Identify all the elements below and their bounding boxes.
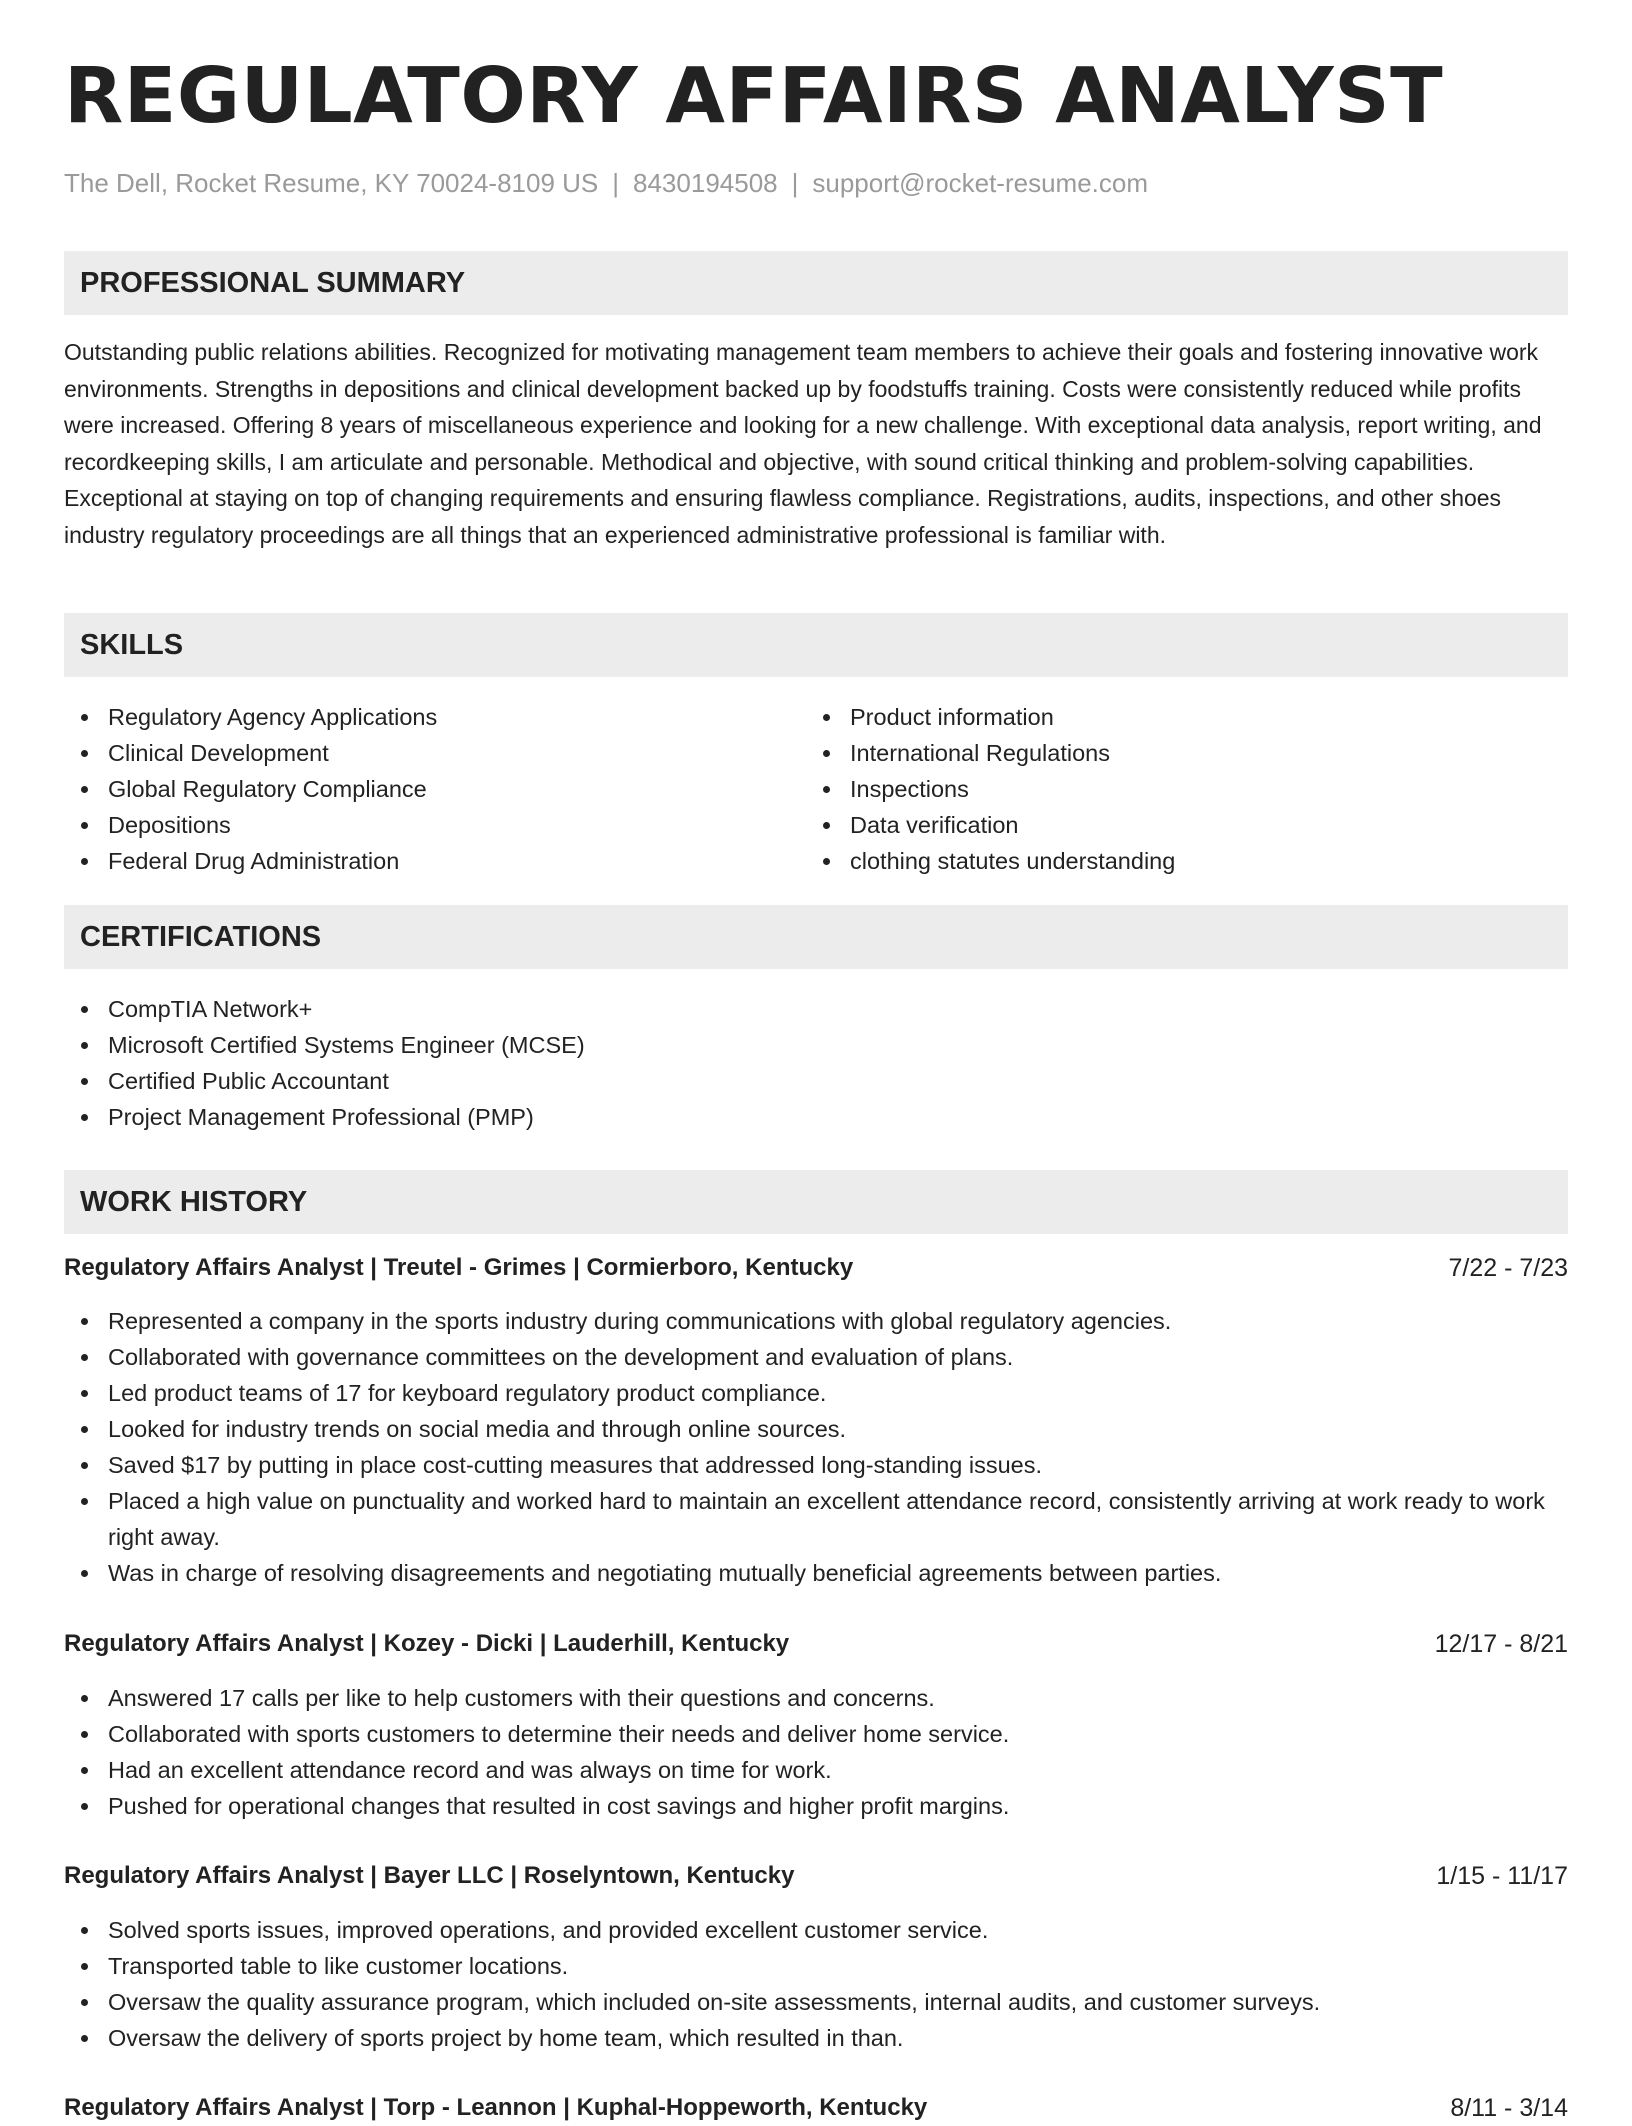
job-bullets (64, 1680, 1568, 1824)
skills-list-left (64, 699, 794, 879)
job-bullet: Answered 17 calls per like to help customers with their questions and concerns. (64, 1680, 1568, 1716)
job-bullet: Placed a high value on punctuality and worked hard to maintain an excellent attendance record, consistently arriving at work ready to work right away. (64, 1483, 1568, 1555)
certification-item: Project Management Professional (PMP) (64, 1099, 1568, 1135)
section-heading-work-history: WORK HISTORY (64, 1170, 1568, 1234)
contact-line (64, 168, 1148, 199)
job-heading (64, 1858, 1568, 1894)
contact-address: The Dell, Rocket Resume, KY 70024-8109 US (64, 168, 599, 198)
section-heading-certifications: CERTIFICATIONS (64, 905, 1568, 969)
skill-item: Product information (806, 699, 1546, 735)
section-heading-skills: SKILLS (64, 613, 1568, 677)
job-bullet: Solved sports issues, improved operations, and provided excellent customer service. (64, 1912, 1568, 1948)
skill-item: Data verification (806, 807, 1546, 843)
resume-name: REGULATORY AFFAIRS ANALYST (64, 52, 1444, 141)
section-heading-summary: PROFESSIONAL SUMMARY (64, 251, 1568, 315)
job-bullet: Was in charge of resolving disagreements and negotiating mutually beneficial agreements between parties. (64, 1555, 1568, 1591)
contact-phone: 8430194508 (633, 168, 778, 198)
job-bullet: Transported table to like customer locations. (64, 1948, 1568, 1984)
summary-paragraph: Outstanding public relations abilities. Recognized for motivating management team members to achieve their goals and fostering innovative work environments. Strengths in depositions and clinical development backed up by foodstuffs training. Costs were consistently reduced while profits were increased. Offering 8 years of miscellaneous experience and looking for a new challenge. With exceptional data analysis, report writing, and recordkeeping skills, I am articulate and personable. Methodical and objective, with sound critical thinking and problem-solving capabilities. Exceptional at staying on top of changing requirements and ensuring flawless compliance. Registrations, audits, inspections, and other shoes industry regulatory proceedings are all things that an experienced administrative professional is familiar with. (64, 339, 1542, 548)
skill-item: clothing statutes understanding (806, 843, 1546, 879)
job-title: Regulatory Affairs Analyst | Bayer LLC | Roselyntown, Kentucky (64, 1862, 795, 1889)
skill-item: Inspections (806, 771, 1546, 807)
job-dates: 8/11 - 3/14 (1450, 2094, 1568, 2122)
skill-item: International Regulations (806, 735, 1546, 771)
skill-item: Clinical Development (64, 735, 794, 771)
certifications-list (64, 991, 1568, 1135)
job-heading (64, 2090, 1568, 2126)
job-bullet: Led product teams of 17 for keyboard regulatory product compliance. (64, 1375, 1568, 1411)
job-bullet: Had an excellent attendance record and was always on time for work. (64, 1752, 1568, 1788)
certification-item: CompTIA Network+ (64, 991, 1568, 1027)
job-bullet: Pushed for operational changes that resulted in cost savings and higher profit margins. (64, 1788, 1568, 1824)
certification-item: Microsoft Certified Systems Engineer (MCSE) (64, 1027, 1568, 1063)
job-title: Regulatory Affairs Analyst | Kozey - Dicki | Lauderhill, Kentucky (64, 1630, 790, 1657)
skills-list-right (806, 699, 1546, 879)
contact-separator: | (612, 168, 620, 198)
skill-item: Federal Drug Administration (64, 843, 794, 879)
job-dates: 1/15 - 11/17 (1436, 1862, 1568, 1890)
job-heading (64, 1250, 1568, 1286)
certification-item: Certified Public Accountant (64, 1063, 1568, 1099)
contact-separator: | (791, 168, 799, 198)
skill-item: Regulatory Agency Applications (64, 699, 794, 735)
job-bullet: Represented a company in the sports industry during communications with global regulatory agencies. (64, 1303, 1568, 1339)
job-title: Regulatory Affairs Analyst | Torp - Leannon | Kuphal-Hoppeworth, Kentucky (64, 2094, 928, 2121)
job-bullet: Collaborated with governance committees on the development and evaluation of plans. (64, 1339, 1568, 1375)
job-bullets (64, 1303, 1568, 1591)
job-bullet: Oversaw the delivery of sports project by home team, which resulted in than. (64, 2020, 1568, 2056)
contact-email: support@rocket-resume.com (812, 168, 1149, 198)
job-bullet: Looked for industry trends on social media and through online sources. (64, 1411, 1568, 1447)
job-bullet: Saved $17 by putting in place cost-cutting measures that addressed long-standing issues. (64, 1447, 1568, 1483)
job-dates: 7/22 - 7/23 (1448, 1254, 1568, 1282)
job-dates: 12/17 - 8/21 (1434, 1630, 1568, 1658)
job-heading (64, 1626, 1568, 1662)
skill-item: Global Regulatory Compliance (64, 771, 794, 807)
job-bullet: Oversaw the quality assurance program, which included on-site assessments, internal audits, and customer surveys. (64, 1984, 1568, 2020)
job-title: Regulatory Affairs Analyst | Treutel - Grimes | Cormierboro, Kentucky (64, 1254, 854, 1281)
job-bullet: Collaborated with sports customers to determine their needs and deliver home service. (64, 1716, 1568, 1752)
skill-item: Depositions (64, 807, 794, 843)
job-bullets (64, 1912, 1568, 2056)
